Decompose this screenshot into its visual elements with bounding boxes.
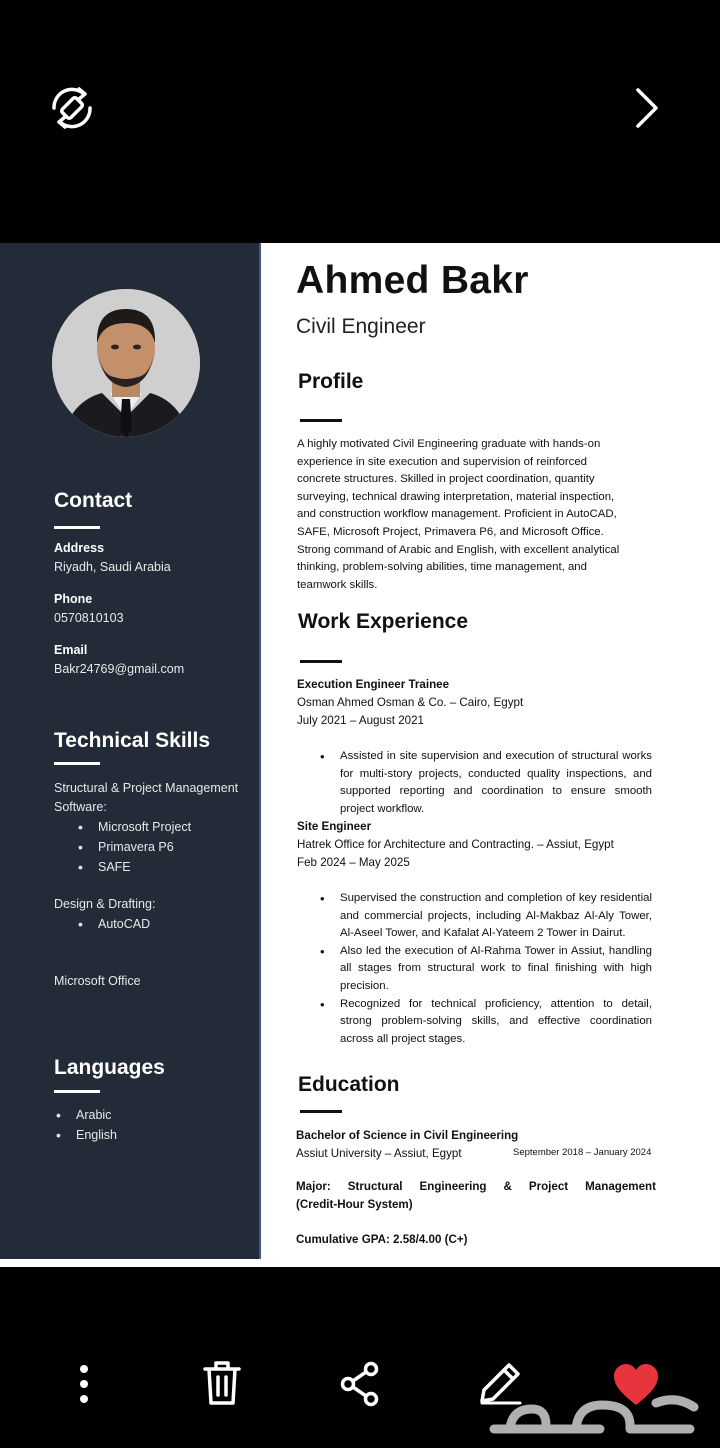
more-options-button[interactable] (62, 1357, 106, 1409)
gpa: Cumulative GPA: 2.58/4.00 (C+) (296, 1233, 468, 1246)
skills-other: Microsoft Office (54, 974, 141, 988)
education-heading: Education (298, 1073, 400, 1096)
list-item: • Microsoft Project (76, 817, 191, 837)
skills-group1-list (76, 817, 191, 877)
viewer-top-bar (0, 0, 720, 243)
contact-rule (54, 526, 100, 529)
resume-role: Civil Engineer (296, 315, 426, 338)
job-title: Execution Engineer Trainee (297, 678, 450, 691)
job-company: Osman Ahmed Osman & Co. – Cairo, Egypt (297, 696, 524, 709)
delete-button[interactable] (198, 1357, 246, 1409)
list-item: • Arabic (54, 1105, 117, 1125)
major-line-1: Major: Structural Engineering & Project Management (296, 1180, 656, 1193)
languages-rule (54, 1090, 100, 1093)
list-item: • SAFE (76, 857, 191, 877)
profile-rule (300, 419, 342, 422)
job-title: Site Engineer (297, 820, 372, 833)
avatar (52, 289, 200, 437)
trash-icon (198, 1357, 246, 1409)
resume-image (0, 243, 720, 1267)
share-button[interactable] (336, 1357, 384, 1409)
resume-name: Ahmed Bakr (296, 259, 529, 302)
skills-group2-list (76, 914, 150, 934)
skills-heading: Technical Skills (54, 729, 211, 752)
rotate-lock-button[interactable] (46, 82, 98, 134)
email-value: Bakr24769@gmail.com (54, 662, 185, 676)
phone-label: Phone (54, 592, 93, 606)
list-item: • Supervised the construction and completion of key residential and commercial projects, including Al-Makbaz Al-Aly Tower, Al-Aseel Tower, and Kafalat Al-Yateem 2 Tower in Dairut. (318, 890, 652, 943)
profile-text (297, 436, 653, 594)
skills-group2-title: Design & Drafting: (54, 897, 156, 911)
list-item: • AutoCAD (76, 914, 150, 934)
list-item: • Primavera P6 (76, 837, 191, 857)
resume-sidebar (0, 243, 261, 1259)
profile-line: thinking, problem-solving abilities, time management, and (297, 561, 587, 574)
phone-value: 0570810103 (54, 611, 124, 625)
email-label: Email (54, 643, 88, 657)
major-line-2: (Credit-Hour System) (296, 1198, 413, 1211)
profile-line: SAFE, Microsoft Project, Primavera P6, and Microsoft Office. (297, 525, 604, 538)
haraj-watermark-logo (480, 1385, 720, 1443)
job-period: Feb 2024 – May 2025 (297, 856, 410, 869)
list-item: • Also led the execution of Al-Rahma Tower in Assiut, handling all stages from structural work to final finishing with high precision. (318, 943, 652, 996)
job-1 (297, 676, 657, 730)
profile-line: Strong command of Arabic and English, with excellent analytical (297, 543, 620, 556)
job-2 (297, 818, 657, 872)
share-icon (336, 1357, 384, 1409)
profile-line: experience in site execution and supervision of reinforced (297, 455, 587, 468)
more-vertical-icon (62, 1357, 106, 1409)
list-item: • Recognized for technical proficiency, attention to detail, strong problem-solving skills, and effective coordination across all project stages. (318, 996, 652, 1049)
skills-group1-title: Structural & Project Management (54, 781, 239, 795)
job-company: Hatrek Office for Architecture and Contracting. – Assiut, Egypt (297, 838, 614, 851)
profile-line: surveying, technical drawing interpretation, material inspection, (297, 490, 615, 503)
profile-line: teamwork skills. (297, 578, 378, 591)
job-1-bullets (318, 748, 652, 818)
education-dates: September 2018 – January 2024 (513, 1147, 652, 1158)
profile-line: A highly motivated Civil Engineering graduate with hands-on (297, 438, 601, 450)
major (296, 1178, 656, 1214)
profile-heading: Profile (298, 370, 364, 393)
address-label: Address (54, 541, 105, 555)
list-item: • Assisted in site supervision and execution of structural works for multi-story projects, conducted quality inspections, and supported reporting and coordination to ensure smooth project workflow. (318, 748, 652, 818)
profile-line: and construction workflow management. Proficient in AutoCAD, (297, 508, 617, 521)
next-image-button[interactable] (624, 82, 670, 134)
job-2-bullets (318, 890, 652, 1048)
work-heading: Work Experience (298, 610, 469, 633)
skills-rule (54, 762, 100, 765)
rotate-lock-icon (46, 82, 98, 134)
job-period: July 2021 – August 2021 (297, 714, 424, 727)
viewer-bottom-bar (0, 1267, 720, 1447)
education-rule (300, 1110, 342, 1113)
profile-line: concrete structures. Skilled in project coordination, quantity (297, 473, 595, 486)
resume-main (262, 243, 720, 1267)
list-item: • English (54, 1125, 117, 1145)
university: Assiut University – Assiut, Egypt (296, 1147, 462, 1160)
skills-group1-title-2: Software: (54, 800, 107, 814)
contact-heading: Contact (54, 489, 133, 512)
languages-heading: Languages (54, 1056, 165, 1079)
address-value: Riyadh, Saudi Arabia (54, 560, 171, 574)
chevron-right-icon (624, 82, 670, 134)
work-rule (300, 660, 342, 663)
degree: Bachelor of Science in Civil Engineering (296, 1129, 519, 1142)
languages-list (54, 1105, 117, 1145)
